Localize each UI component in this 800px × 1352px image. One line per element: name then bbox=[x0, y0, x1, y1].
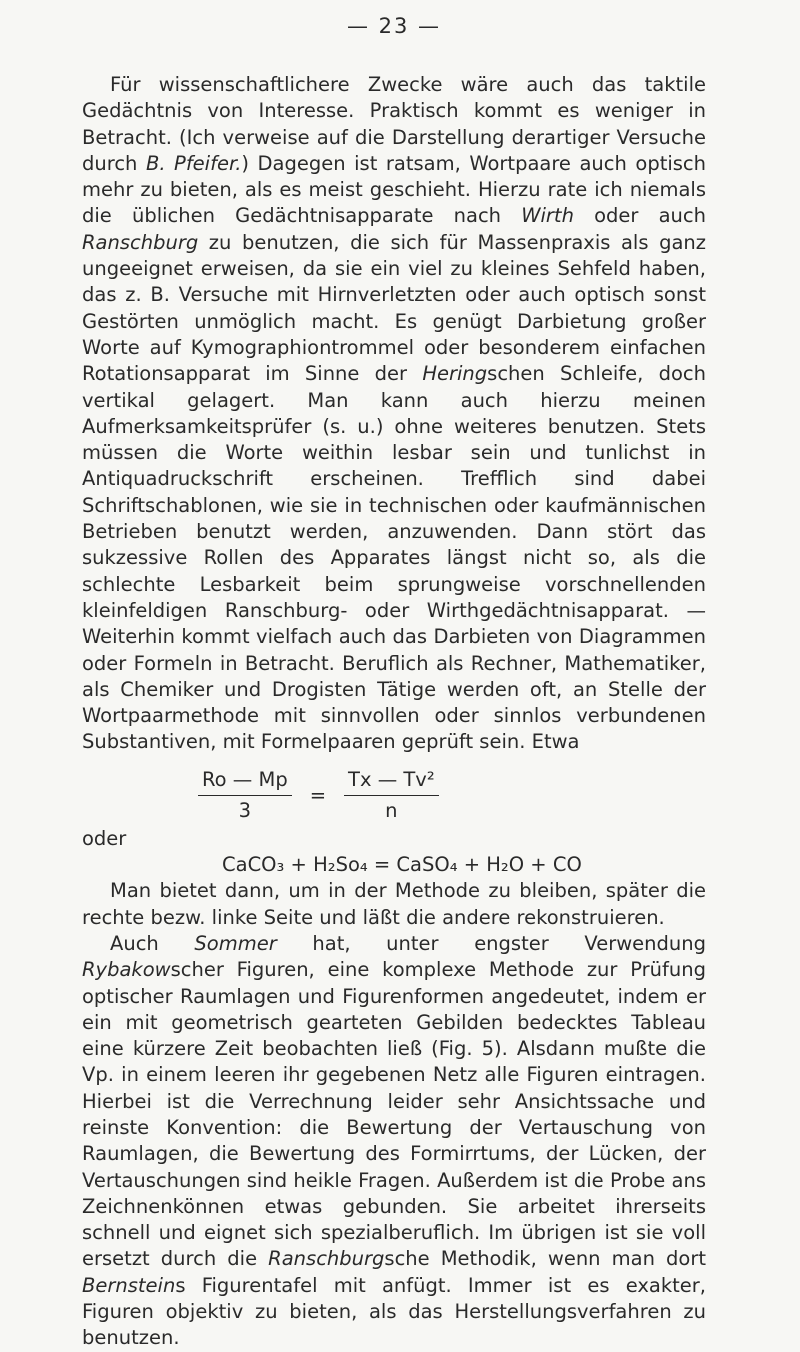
oder-label: oder bbox=[82, 826, 127, 850]
text-run: s Figurentafel mit anfügt. Immer ist es exakter, Figuren objektiv zu bieten, als das Herstellungsverfahren zu benutzen. bbox=[82, 1273, 706, 1350]
paragraph-3 bbox=[82, 931, 706, 1352]
author-name: Sommer bbox=[194, 931, 277, 955]
page-number: — 23 — bbox=[346, 14, 442, 38]
text-run: Auch bbox=[110, 931, 195, 955]
author-name: Wirth bbox=[521, 204, 574, 228]
numerator: Ro — Mp bbox=[198, 767, 292, 796]
author-name: B. Pfeifer. bbox=[145, 151, 242, 175]
text-run: oder auch bbox=[573, 204, 706, 228]
fraction-left bbox=[198, 767, 292, 825]
text-run: scher Figuren, eine komplexe Methode zur Prüfung optischer Raumlagen und Figurenformen angedeutet, indem er ein mit geometrisch gearteten Gebilden bedecktes Tableau eine kürzere Zeit beobachten ließ (Fig. 5). Alsdann mußte die Vp. in einem leeren ihr gegebenen Netz alle Figuren eintragen. Hierbei ist die Verrechnung leider sehr Ansichtssache und reinste Konvention: die Bewertung der Vertauschung von Raumlagen, die Bewertung des Formirrtums, der Lücken, der Vertauschungen sind heikle Fragen. Außerdem ist die Probe ans Zeichnenkönnen etwas gebunden. Sie arbeitet ihrerseits schnell und eignet sich spezialberuflich. Im übrigen ist sie voll ersetzt durch die bbox=[82, 958, 706, 1271]
author-name: Rybakow bbox=[82, 958, 171, 982]
denominator: 3 bbox=[238, 799, 252, 823]
paragraph-1 bbox=[82, 72, 706, 756]
chemical-formula: CaCO₃ + H₂So₄ = CaSO₄ + H₂O + CO bbox=[222, 853, 582, 877]
equals-sign: = bbox=[309, 783, 327, 807]
text-run: ) Dagegen ist ratsam, Wortpaare auch optisch mehr zu bieten, als es meist geschieht. Hierzu rate ich niemals die üblichen Gedächtnisapparate nach bbox=[82, 151, 706, 228]
paragraph-2: Man bietet dann, um in der Methode zu bleiben, später die rechte bezw. linke Seite und läßt die andere rekonstruieren. bbox=[82, 879, 706, 929]
denominator: n bbox=[385, 799, 398, 823]
text-run: schen Schleife, doch vertikal gelagert. Man kann auch hierzu meinen Aufmerksamkeitsprüfer (s. u.) ohne weiteres benutzen. Stets müssen die Worte weithin lesbar sein und tunlichst in Antiquadruckschrift erscheinen. Trefflich sind dabei Schriftschablonen, wie sie in technischen oder kaufmännischen Betrieben benutzt werden, anzuwenden. Dann stört das sukzessive Rollen des Apparates längst nicht so, als die schlechte Lesbarkeit beim sprungweise vorschnellenden kleinfeldigen Ranschburg- oder Wirthgedächtnisapparat. — Weiterhin kommt vielfach auch das Darbieten von Diagrammen oder Formeln in Betracht. Beruflich als Rechner, Mathematiker, als Chemiker und Drogisten Tätige werden oft, an Stelle der Wortpaarmethode mit sinnvollen oder sinnlos verbundenen Substantiven, mit Formelpaaren geprüft sein. Etwa bbox=[82, 362, 706, 754]
text-run: hat, unter engster Verwendung bbox=[276, 931, 706, 955]
author-name: Bernstein bbox=[82, 1273, 176, 1297]
text-run: sche Methodik, wenn man dort bbox=[384, 1247, 706, 1271]
author-name: Ranschburg bbox=[82, 230, 199, 254]
author-name: Ranschburg bbox=[268, 1247, 385, 1271]
formula-fraction-equation bbox=[82, 766, 706, 826]
text-run: zu benutzen, die sich für Massenpraxis als ganz ungeeignet erweisen, da sie ein viel zu kleines Sehfeld haben, das z. B. Versuche mit Hirnverletzten oder auch optisch sonst Gestörten unmöglich macht. Es genügt Darbietung großer Worte auf Kymographiontrommel oder besonderem einfachen Rotationsapparat im Sinne der bbox=[82, 230, 706, 386]
author-name: Hering bbox=[422, 362, 488, 386]
text-run: Für wissenschaftlichere Zwecke wäre auch das taktile Gedächtnis von Interesse. Praktisch kommt es weniger in Betracht. (Ich verweise auf die Darstellung derartiger Versuche durch bbox=[82, 73, 706, 175]
fraction-right bbox=[344, 767, 439, 825]
page-body bbox=[82, 72, 706, 1352]
numerator: Tx — Tv² bbox=[344, 767, 439, 796]
